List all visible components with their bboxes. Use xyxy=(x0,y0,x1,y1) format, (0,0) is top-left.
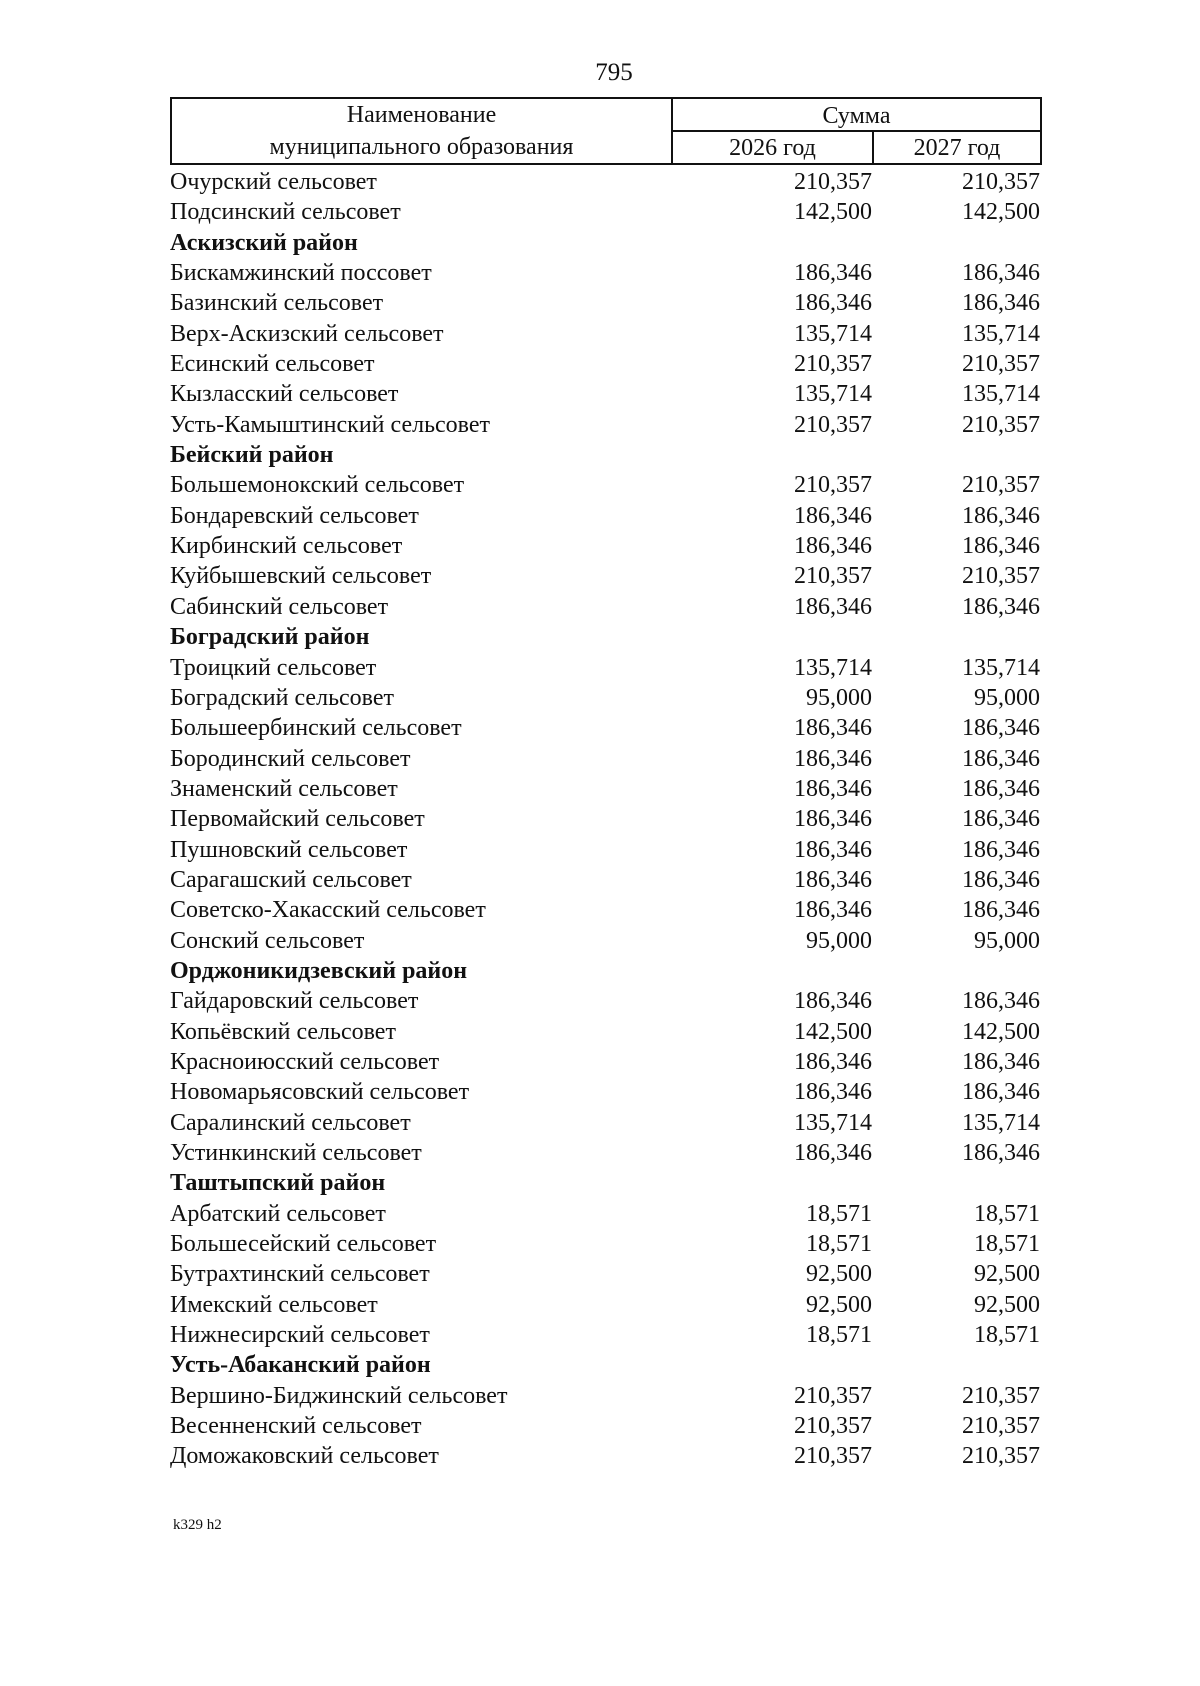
amount-2026: 186,346 xyxy=(794,533,872,560)
amount-2026: 210,357 xyxy=(794,411,872,438)
amount-2026: 186,346 xyxy=(794,988,872,1015)
municipality-name: Красноиюсский сельсовет xyxy=(170,1048,440,1075)
table-row xyxy=(168,349,1044,379)
table-row xyxy=(168,592,1044,622)
amount-2026: 135,714 xyxy=(794,654,872,681)
municipality-name: Есинский сельсовет xyxy=(170,351,375,378)
municipality-name: Бондаревский сельсовет xyxy=(170,502,419,529)
amount-2027: 95,000 xyxy=(974,684,1040,711)
table-row xyxy=(168,926,1044,956)
amount-2027: 186,346 xyxy=(962,988,1040,1015)
table-row xyxy=(168,835,1044,865)
amount-2026: 92,500 xyxy=(806,1261,872,1288)
amount-2027: 142,500 xyxy=(962,1018,1040,1045)
amount-2027: 186,346 xyxy=(962,1079,1040,1106)
amount-2027: 18,571 xyxy=(974,1322,1040,1349)
amount-2026: 142,500 xyxy=(794,199,872,226)
municipality-name: Нижнесирский сельсовет xyxy=(170,1322,430,1349)
amount-2027: 210,357 xyxy=(962,169,1040,195)
district-name: Таштыпский район xyxy=(170,1170,386,1197)
header-sum: Сумма xyxy=(673,99,1040,132)
amount-2026: 135,714 xyxy=(794,320,872,347)
table-header xyxy=(170,97,1042,165)
table-row xyxy=(168,288,1044,318)
municipality-name: Устинкинский сельсовет xyxy=(170,1140,422,1166)
municipality-name: Большесейский сельсовет xyxy=(170,1231,437,1258)
district-header-row xyxy=(168,1168,1044,1198)
municipality-name: Сабинский сельсовет xyxy=(170,593,389,620)
amount-2027: 186,346 xyxy=(962,715,1040,742)
municipality-name: Гайдаровский сельсовет xyxy=(170,988,419,1015)
municipality-name: Новомарьясовский сельсовет xyxy=(170,1079,470,1106)
table-row xyxy=(168,986,1044,1016)
table-row xyxy=(168,1259,1044,1289)
district-name: Боградский район xyxy=(170,624,370,651)
amount-2026: 186,346 xyxy=(794,290,872,317)
table-row xyxy=(168,410,1044,440)
municipality-name: Усть-Камыштинский сельсовет xyxy=(170,411,491,438)
amount-2027: 186,346 xyxy=(962,1140,1040,1166)
amount-2026: 210,357 xyxy=(794,1413,872,1440)
district-header-row xyxy=(168,440,1044,470)
amount-2026: 210,357 xyxy=(794,169,872,195)
amount-2027: 186,346 xyxy=(962,836,1040,863)
amount-2026: 210,357 xyxy=(794,1443,872,1470)
municipality-name: Весенненский сельсовет xyxy=(170,1413,422,1440)
amount-2026: 95,000 xyxy=(806,684,872,711)
table-row xyxy=(168,865,1044,895)
amount-2026: 18,571 xyxy=(806,1231,872,1258)
amount-2027: 135,714 xyxy=(962,654,1040,681)
amount-2026: 186,346 xyxy=(794,715,872,742)
municipality-name: Боградский сельсовет xyxy=(170,684,394,711)
district-header-row xyxy=(168,228,1044,258)
amount-2027: 210,357 xyxy=(962,351,1040,378)
district-name: Аскизский район xyxy=(170,229,358,256)
amount-2027: 95,000 xyxy=(974,927,1040,954)
table-row xyxy=(168,1108,1044,1138)
table-body xyxy=(168,167,1044,1472)
amount-2027: 210,357 xyxy=(962,411,1040,438)
table-row xyxy=(168,1290,1044,1320)
header-year-2026: 2026 год xyxy=(673,132,874,163)
table-row xyxy=(168,167,1044,197)
table-row xyxy=(168,895,1044,925)
municipality-name: Имекский сельсовет xyxy=(170,1291,378,1318)
table-row xyxy=(168,501,1044,531)
table-row xyxy=(168,1077,1044,1107)
district-header-row xyxy=(168,956,1044,986)
amount-2027: 135,714 xyxy=(962,1109,1040,1136)
table-row xyxy=(168,744,1044,774)
amount-2027: 186,346 xyxy=(962,775,1040,802)
amount-2027: 186,346 xyxy=(962,502,1040,529)
table-row xyxy=(168,379,1044,409)
amount-2027: 210,357 xyxy=(962,563,1040,590)
table-row xyxy=(168,197,1044,227)
amount-2026: 95,000 xyxy=(806,927,872,954)
municipality-name: Вершино-Биджинский сельсовет xyxy=(170,1382,508,1409)
district-header-row xyxy=(168,622,1044,652)
table-row xyxy=(168,804,1044,834)
header-municipality-name xyxy=(172,99,673,163)
amount-2026: 92,500 xyxy=(806,1291,872,1318)
table-row xyxy=(168,1199,1044,1229)
municipality-name: Доможаковский сельсовет xyxy=(170,1443,439,1470)
header-name-line1: Наименование xyxy=(346,102,497,128)
amount-2027: 210,357 xyxy=(962,1413,1040,1440)
amount-2027: 186,346 xyxy=(962,290,1040,317)
amount-2026: 186,346 xyxy=(794,745,872,772)
amount-2027: 142,500 xyxy=(962,199,1040,226)
amount-2026: 186,346 xyxy=(794,897,872,924)
amount-2027: 186,346 xyxy=(962,806,1040,833)
municipality-name: Арбатский сельсовет xyxy=(170,1200,386,1227)
table-row xyxy=(168,1381,1044,1411)
amount-2026: 186,346 xyxy=(794,1140,872,1166)
municipality-name: Копьёвский сельсовет xyxy=(170,1018,396,1045)
amount-2027: 18,571 xyxy=(974,1200,1040,1227)
table-row xyxy=(168,774,1044,804)
district-name: Орджоникидзевский район xyxy=(170,957,468,984)
municipality-name: Сонский сельсовет xyxy=(170,927,365,954)
amount-2027: 18,571 xyxy=(974,1231,1040,1258)
header-name-line2: муниципального образования xyxy=(269,134,574,160)
table-row xyxy=(168,531,1044,561)
municipality-name: Очурский сельсовет xyxy=(170,169,377,195)
municipality-name: Бискамжинский поссовет xyxy=(170,260,432,287)
amount-2027: 210,357 xyxy=(962,472,1040,499)
table-row xyxy=(168,1441,1044,1471)
amount-2027: 186,346 xyxy=(962,1048,1040,1075)
amount-2026: 135,714 xyxy=(794,381,872,408)
amount-2026: 186,346 xyxy=(794,775,872,802)
amount-2026: 142,500 xyxy=(794,1018,872,1045)
table-row xyxy=(168,713,1044,743)
amount-2026: 210,357 xyxy=(794,351,872,378)
table-row xyxy=(168,653,1044,683)
municipality-name: Троицкий сельсовет xyxy=(170,654,377,681)
amount-2027: 186,346 xyxy=(962,866,1040,893)
table-row xyxy=(168,470,1044,500)
municipality-name: Советско-Хакасский сельсовет xyxy=(170,897,486,924)
amount-2027: 92,500 xyxy=(974,1291,1040,1318)
district-name: Усть-Абаканский район xyxy=(170,1352,431,1379)
municipality-name: Знаменский сельсовет xyxy=(170,775,398,802)
table-row xyxy=(168,319,1044,349)
amount-2027: 186,346 xyxy=(962,533,1040,560)
amount-2026: 210,357 xyxy=(794,1382,872,1409)
municipality-name: Куйбышевский сельсовет xyxy=(170,563,432,590)
amount-2027: 186,346 xyxy=(962,260,1040,287)
amount-2026: 186,346 xyxy=(794,866,872,893)
amount-2027: 92,500 xyxy=(974,1261,1040,1288)
amount-2027: 186,346 xyxy=(962,745,1040,772)
amount-2026: 135,714 xyxy=(794,1109,872,1136)
municipality-name: Кирбинский сельсовет xyxy=(170,533,403,560)
municipality-name: Кызласский сельсовет xyxy=(170,381,399,408)
amount-2027: 210,357 xyxy=(962,1382,1040,1409)
amount-2026: 186,346 xyxy=(794,1048,872,1075)
table-row xyxy=(168,1138,1044,1168)
municipality-name: Базинский сельсовет xyxy=(170,290,384,317)
amount-2027: 186,346 xyxy=(962,593,1040,620)
amount-2027: 135,714 xyxy=(962,381,1040,408)
amount-2026: 186,346 xyxy=(794,502,872,529)
page-number: 795 xyxy=(595,59,633,86)
table-row xyxy=(168,683,1044,713)
amount-2027: 186,346 xyxy=(962,897,1040,924)
municipality-name: Большеербинский сельсовет xyxy=(170,715,462,742)
table-row xyxy=(168,1047,1044,1077)
amount-2027: 135,714 xyxy=(962,320,1040,347)
municipality-name: Сарагашский сельсовет xyxy=(170,866,412,893)
table-row xyxy=(168,1229,1044,1259)
municipality-name: Большемонокский сельсовет xyxy=(170,472,465,499)
footer-document-code: k329 h2 xyxy=(173,1517,222,1533)
district-name: Бейский район xyxy=(170,442,334,469)
amount-2027: 210,357 xyxy=(962,1443,1040,1470)
table-row xyxy=(168,1320,1044,1350)
header-year-2027: 2027 год xyxy=(913,135,1001,161)
municipality-name: Верх-Аскизский сельсовет xyxy=(170,320,444,347)
table-row xyxy=(168,1411,1044,1441)
district-header-row xyxy=(168,1350,1044,1380)
municipality-name: Саралинский сельсовет xyxy=(170,1109,411,1136)
amount-2026: 186,346 xyxy=(794,806,872,833)
municipality-name: Бородинский сельсовет xyxy=(170,745,411,772)
table-row xyxy=(168,1017,1044,1047)
municipality-name: Пушновский сельсовет xyxy=(170,836,408,863)
amount-2026: 186,346 xyxy=(794,260,872,287)
table-row xyxy=(168,561,1044,591)
amount-2026: 18,571 xyxy=(806,1322,872,1349)
municipality-name: Подсинский сельсовет xyxy=(170,199,401,226)
amount-2026: 210,357 xyxy=(794,472,872,499)
amount-2026: 186,346 xyxy=(794,1079,872,1106)
table-row xyxy=(168,258,1044,288)
amount-2026: 186,346 xyxy=(794,836,872,863)
municipality-name: Первомайский сельсовет xyxy=(170,806,425,833)
amount-2026: 210,357 xyxy=(794,563,872,590)
municipality-name: Бутрахтинский сельсовет xyxy=(170,1261,430,1288)
amount-2026: 18,571 xyxy=(806,1200,872,1227)
amount-2026: 186,346 xyxy=(794,593,872,620)
